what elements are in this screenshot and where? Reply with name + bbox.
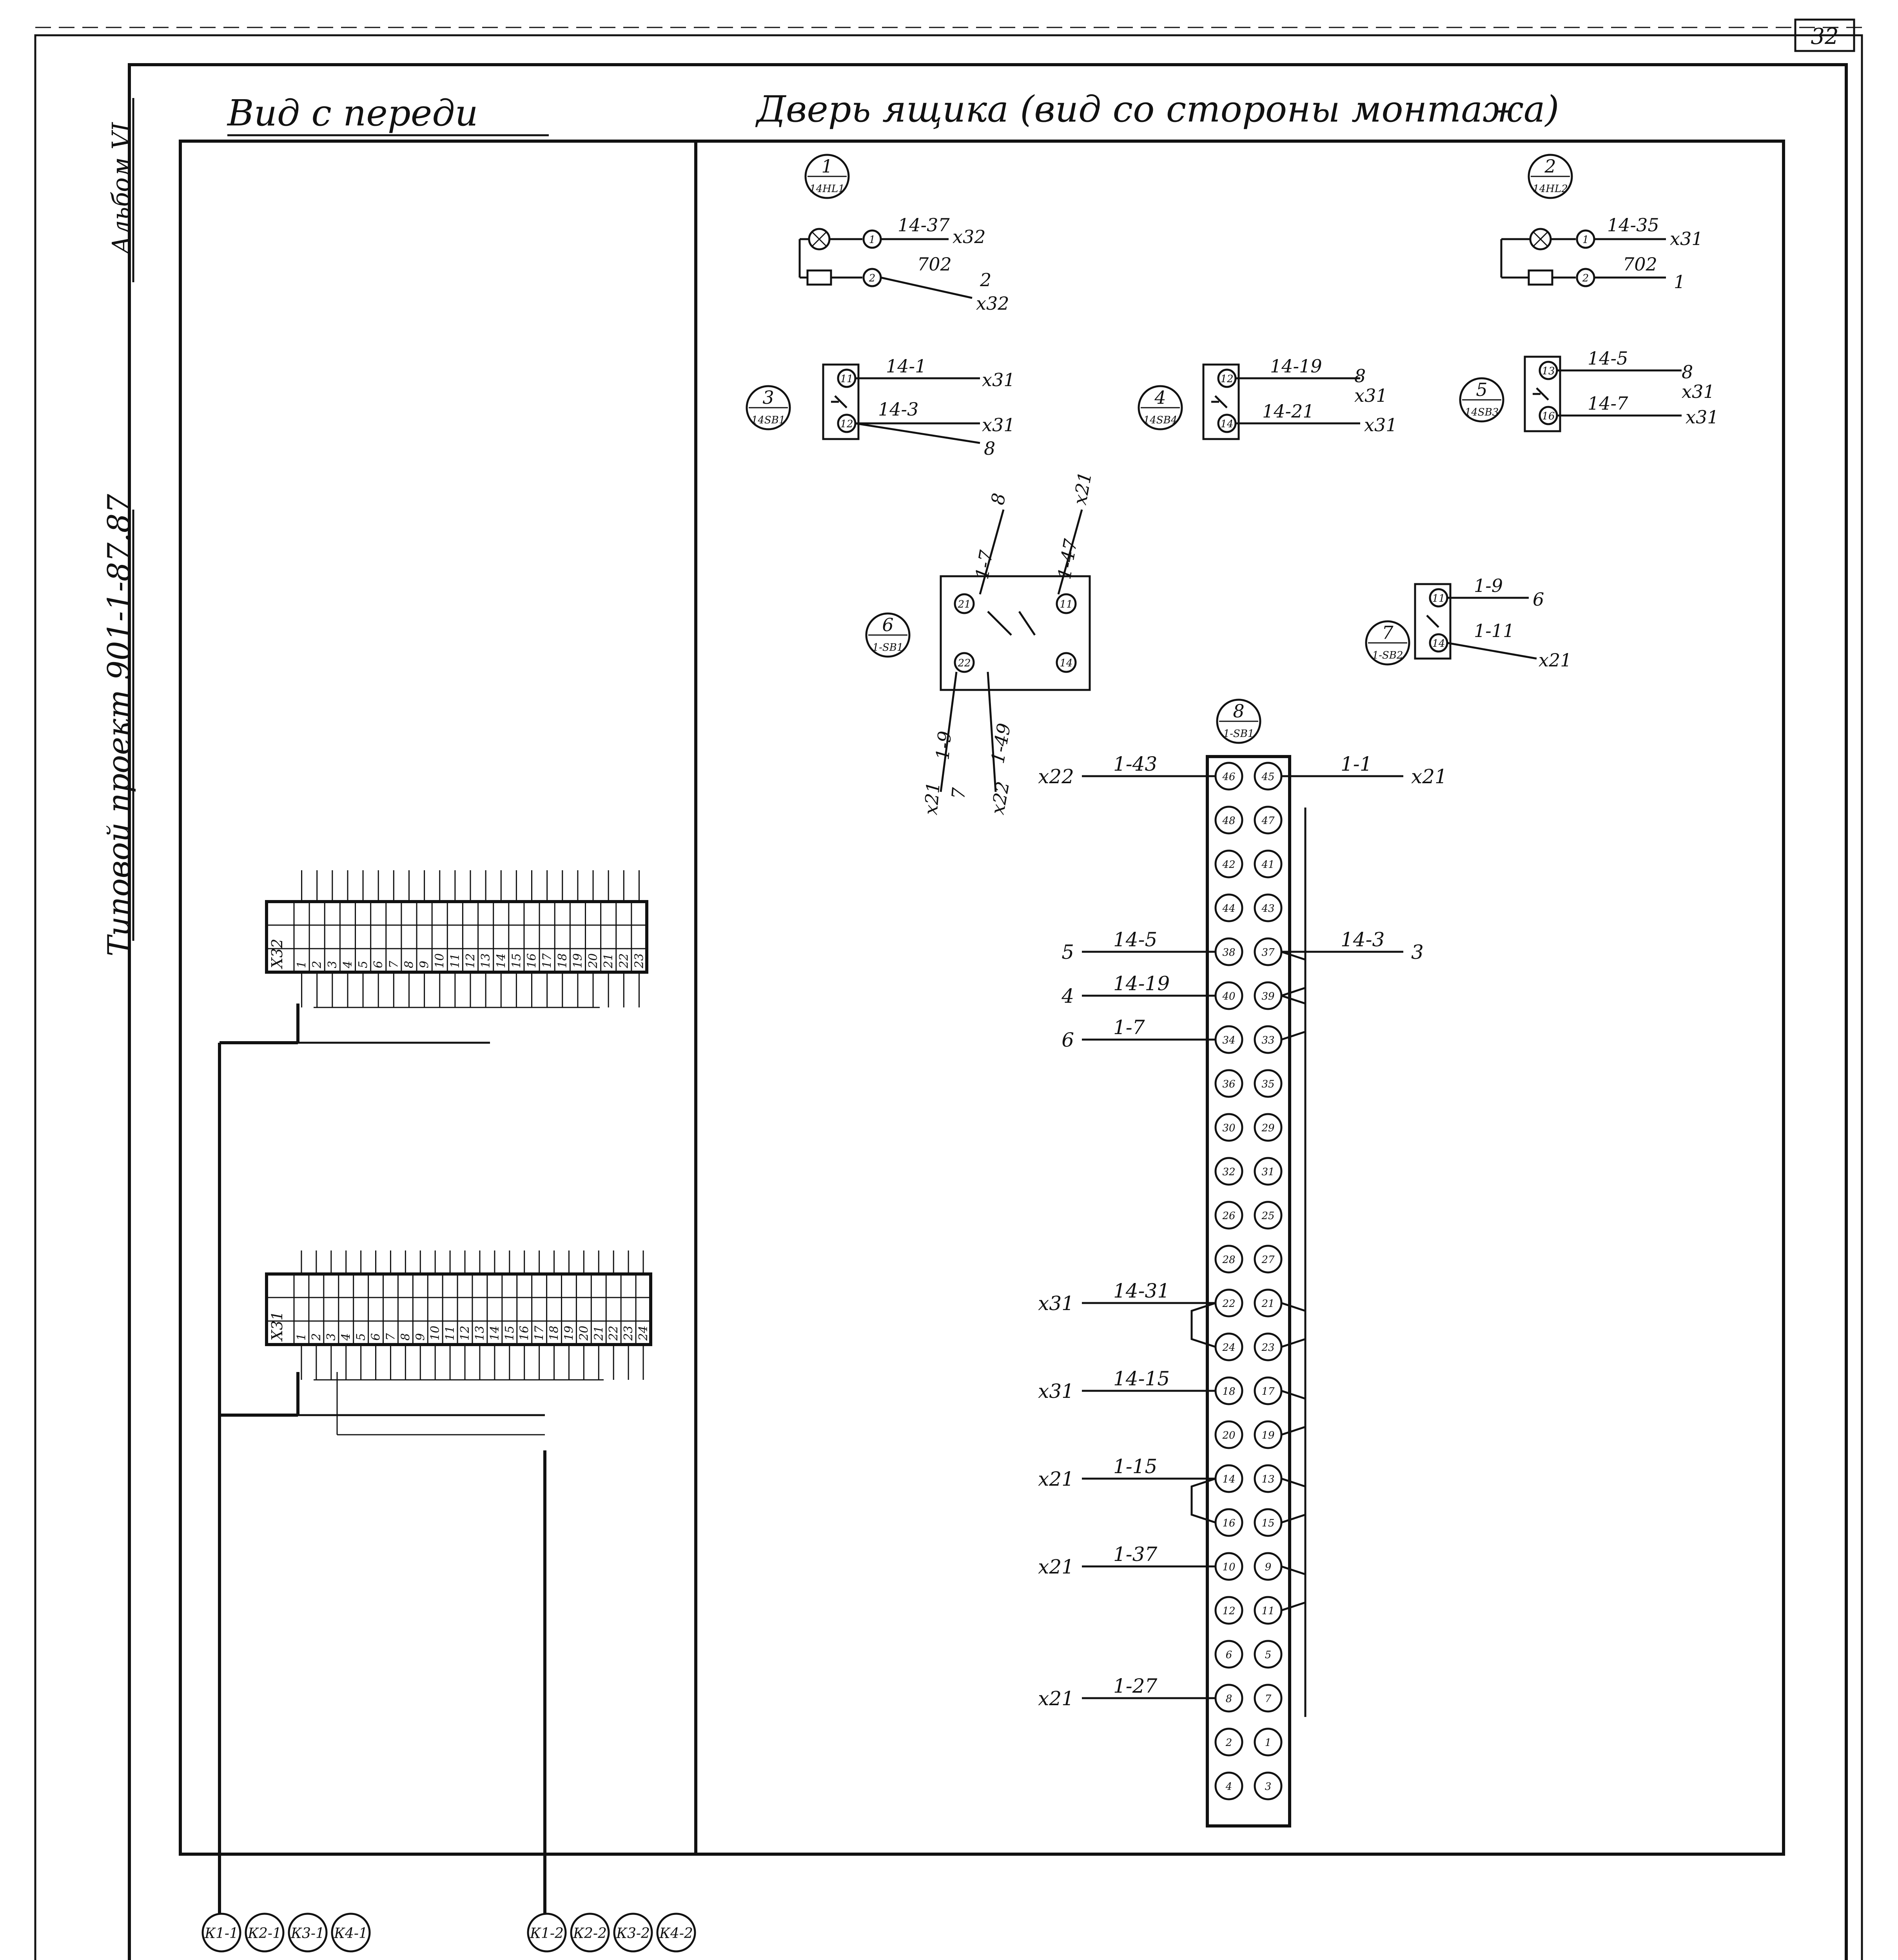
connector-8-pin-25-label: 25: [1261, 1210, 1275, 1222]
connector-8-pin-23-label: 23: [1261, 1342, 1275, 1354]
terminal-blocks: [267, 870, 651, 1380]
terminal-block-x31-cell-11: 12: [458, 1325, 472, 1341]
terminal-block-x31-cell-9: 10: [428, 1325, 443, 1341]
device-1-terminal-1-label: 1: [869, 234, 876, 246]
connector-8-marker-id: 8: [1233, 701, 1245, 722]
connector-8-pin-40-label: 40: [1222, 991, 1236, 1002]
device-2-marker-id: 2: [1544, 156, 1556, 177]
connector-8-pin-16-label: 16: [1222, 1517, 1236, 1529]
connector-8-left-wire-5: 14-15: [1113, 1367, 1170, 1390]
connector-8-pin-15-label: 15: [1261, 1517, 1275, 1529]
connector-8-pin-34-label: 34: [1222, 1034, 1236, 1046]
connector-8-pin-4-label: 4: [1225, 1781, 1232, 1793]
connector-8-left-dest-4: x31: [1038, 1292, 1074, 1315]
connector-8-jumper-3: [1281, 1391, 1305, 1435]
device-3-terminal-2-label: 12: [840, 418, 853, 430]
device-5-marker-id: 5: [1476, 379, 1488, 400]
device-6-terminal-4-label: 14: [1060, 657, 1073, 669]
connector-8-pin-1-label: 1: [1265, 1737, 1272, 1749]
device-4-marker-id: 4: [1154, 387, 1166, 408]
connector-8-left-dest-2: 4: [1062, 985, 1074, 1007]
connector-8-right-dest-1: 3: [1411, 941, 1424, 964]
connector-8-pin-18-label: 18: [1222, 1386, 1236, 1397]
terminal-block-x31-cell-13: 14: [488, 1325, 502, 1341]
device-5-wire-1: 14-5: [1588, 348, 1628, 369]
device-6-body: [941, 576, 1090, 690]
terminal-block-x32-cell-19: 20: [586, 953, 601, 968]
device-5-terminal-2-label: 16: [1542, 410, 1555, 422]
connector-8-left-dest-6: x21: [1038, 1468, 1074, 1490]
device-6-terminal-2-label: 11: [1060, 599, 1073, 610]
terminal-block-x31-cell-0: 1: [294, 1333, 308, 1341]
cable-marker-left-0-label: К1-1: [205, 1926, 238, 1942]
device-7-dest-2: x21: [1539, 650, 1572, 671]
connector-8-left-dest-3: 6: [1062, 1029, 1074, 1051]
connector-8-pin-42-label: 42: [1222, 859, 1236, 871]
device-4-dest-2a: x31: [1364, 414, 1397, 436]
terminal-block-x32-cell-2: 3: [325, 960, 339, 968]
connector-8-pin-29-label: 29: [1261, 1122, 1275, 1134]
device-6-dest-2: x21: [1069, 470, 1096, 506]
connector-8-left-dest-5: x31: [1038, 1380, 1074, 1403]
panel-frame: [180, 141, 1784, 1854]
device-4-wire-1: 14-19: [1270, 356, 1322, 377]
device-2-wire-2: 702: [1623, 254, 1657, 275]
device-4-marker-ref: 14SB4: [1143, 414, 1178, 426]
outer-frame: [35, 35, 1862, 1960]
device-1-wire-2: 702: [917, 254, 952, 275]
connector-8-pin-13-label: 13: [1261, 1474, 1275, 1485]
connector-8-pin-14-label: 14: [1222, 1474, 1236, 1485]
connector-8-left-wire-7: 1-37: [1113, 1543, 1158, 1566]
terminal-block-x32-cell-11: 12: [464, 953, 477, 968]
device-7: [1366, 575, 1571, 671]
device-3-dest-2b: 8: [984, 438, 996, 459]
connector-8-pin-48-label: 48: [1222, 815, 1236, 827]
device-1: [800, 155, 1009, 314]
terminal-block-x32-name: X32: [269, 938, 286, 968]
device-6-dest-4: x22: [987, 780, 1014, 816]
connector-8-pin-24-label: 24: [1222, 1342, 1236, 1354]
connector-8-pin-41-label: 41: [1261, 859, 1275, 871]
connector-8-pin-11-label: 11: [1261, 1605, 1275, 1617]
connector-8-left-wire-3: 1-7: [1113, 1016, 1145, 1039]
connector-8-left-dest-1: 5: [1062, 941, 1074, 964]
device-4-wire-2: 14-21: [1262, 401, 1314, 422]
terminal-block-x31-cell-3: 4: [339, 1333, 353, 1341]
cable-markers-right: [528, 1914, 695, 1951]
connector-8-pin-8-label: 8: [1225, 1693, 1232, 1705]
device-2-dest-1: x31: [1670, 228, 1703, 249]
device-7-contact-icon: [1427, 615, 1439, 627]
device-4-dest-1a: 8: [1354, 365, 1366, 387]
device-3-wire-1: 14-1: [886, 356, 927, 377]
device-3-terminal-1-label: 11: [840, 373, 853, 385]
terminal-block-x31-cell-23: 24: [637, 1325, 651, 1341]
terminal-block-x32-cell-10: 11: [448, 953, 462, 968]
connector-8-pin-10-label: 10: [1222, 1561, 1236, 1573]
connector-8-pin-19-label: 19: [1261, 1430, 1275, 1441]
terminal-block-x32-cell-18: 19: [571, 953, 585, 968]
connector-8-pin-20-label: 20: [1222, 1430, 1236, 1441]
device-7-wire-2: 1-11: [1474, 620, 1515, 641]
door-heading: Дверь ящика (вид со стороны монтажа): [757, 88, 1559, 130]
cable-marker-left-2-label: К3-1: [291, 1926, 325, 1942]
terminal-block-x32-cell-9: 10: [433, 953, 447, 968]
terminal-block-x31-cell-4: 5: [354, 1333, 368, 1341]
device-5: [1460, 348, 1718, 431]
connector-8-jumper-0: [1281, 952, 1305, 996]
connector-8-left-jumper-0: [1192, 1303, 1216, 1347]
connector-8-left-dest-7: x21: [1038, 1555, 1074, 1578]
device-3-marker-id: 3: [762, 387, 774, 408]
connector-8-pin-27-label: 27: [1261, 1254, 1275, 1266]
connector-8-pin-46-label: 46: [1222, 771, 1236, 783]
terminal-block-x32-cell-8: 9: [417, 960, 432, 968]
terminal-block-x32-cell-6: 7: [387, 960, 401, 968]
device-7-terminal-2-label: 14: [1432, 638, 1445, 650]
terminal-block-x31-cell-10: 11: [443, 1325, 457, 1341]
device-6-dest-3b: 7: [947, 787, 970, 800]
terminal-block-x31-cell-18: 19: [562, 1325, 576, 1341]
device-3-dest-2a: x31: [982, 414, 1015, 436]
terminal-block-x31-cell-8: 9: [414, 1333, 428, 1341]
terminal-block-x31-cell-5: 6: [369, 1333, 383, 1341]
device-1-dest-2a: 2: [980, 269, 992, 290]
device-6-dest-3a: x21: [920, 781, 944, 816]
connector-8-pin-32-label: 32: [1222, 1166, 1236, 1178]
connector-8-marker-ref: 1-SB1: [1223, 728, 1254, 740]
terminal-block-x32-cell-22: 23: [632, 953, 646, 968]
connector-8-left-wire-2: 14-19: [1113, 972, 1170, 995]
connector-8-left-dest-0: x22: [1038, 765, 1074, 788]
connector-8-pin-31-label: 31: [1261, 1166, 1275, 1178]
device-5-terminal-1-label: 13: [1542, 365, 1555, 377]
terminal-block-x32-cell-16: 17: [540, 953, 554, 968]
device-2: [1501, 155, 1703, 292]
device-3: [747, 356, 1015, 459]
connector-8-left-wire-8: 1-27: [1113, 1675, 1158, 1697]
cable-marker-right-0-label: К1-2: [530, 1926, 564, 1942]
connector-8-pin-5-label: 5: [1265, 1649, 1272, 1661]
device-5-wire-2: 14-7: [1588, 393, 1628, 414]
connector-8-pin-33-label: 33: [1261, 1034, 1275, 1046]
device-1-dest-1: x32: [953, 226, 986, 247]
terminal-block-x31: [267, 1250, 651, 1380]
cable-marker-left-1-label: К2-1: [248, 1926, 281, 1942]
terminal-block-x31-cell-1: 2: [309, 1333, 323, 1341]
terminal-block-x32-cell-5: 6: [372, 960, 386, 968]
device-5-dest-2a: x31: [1686, 407, 1719, 428]
cable-marker-left-3-label: К4-1: [334, 1926, 368, 1942]
cable-markers-left: [203, 1914, 370, 1951]
connector-8-pin-3-label: 3: [1265, 1781, 1272, 1793]
terminal-block-x31-cell-12: 13: [473, 1325, 487, 1341]
device-4-terminal-1-label: 12: [1220, 373, 1234, 385]
connector-8-pin-43-label: 43: [1261, 903, 1275, 915]
device-6-marker-id: 6: [882, 614, 894, 635]
connector-8: [1038, 700, 1447, 1826]
terminal-block-x32: [267, 870, 647, 1007]
device-7-dest-1: 6: [1533, 589, 1544, 610]
device-4-terminal-2-label: 14: [1220, 418, 1234, 430]
device-1-terminal-2-label: 2: [869, 272, 876, 284]
device-6-wire-3: 1-9: [932, 730, 956, 761]
connector-8-left-wire-0: 1-43: [1113, 753, 1158, 775]
device-6-wire-2: 1-47: [1053, 537, 1081, 581]
connector-8-left-jumper-1: [1192, 1479, 1216, 1523]
device-6: [866, 470, 1096, 816]
device-1-dest-2b: x32: [976, 293, 1009, 314]
connector-8-pin-9-label: 9: [1265, 1561, 1272, 1573]
album-label: Альбом VI: [107, 122, 135, 254]
connector-8-jumper-4: [1281, 1479, 1305, 1523]
terminal-block-x31-cell-7: 8: [399, 1333, 413, 1341]
device-5-dest-1: x31: [1682, 381, 1715, 402]
device-6-terminal-3-label: 22: [958, 657, 971, 669]
terminal-block-x31-cell-22: 23: [622, 1325, 636, 1341]
device-3-wire-2: 14-3: [878, 399, 919, 420]
connector-8-right-wire-0: 1-1: [1341, 753, 1372, 775]
device-1-resistor-icon: [807, 270, 831, 285]
terminal-block-x31-cell-6: 7: [384, 1333, 398, 1341]
cable-marker-right-2-label: К3-2: [616, 1926, 650, 1942]
connector-8-pin-17-label: 17: [1261, 1386, 1275, 1397]
terminal-block-x31-cell-20: 21: [592, 1325, 606, 1341]
connector-8-jumper-5: [1281, 1566, 1305, 1610]
sheet-number: 32: [1811, 24, 1839, 49]
connector-8-pin-37-label: 37: [1261, 947, 1275, 958]
device-2-terminal-1-label: 1: [1582, 234, 1589, 246]
connector-8-pin-39-label: 39: [1261, 991, 1275, 1002]
device-5-marker-ref: 14SB3: [1464, 407, 1499, 418]
terminal-block-x32-cell-20: 21: [602, 953, 616, 968]
device-3-dest-1: x31: [982, 369, 1015, 390]
terminal-block-x32-cell-17: 18: [555, 953, 570, 968]
device-6-wire-1: 1-7: [971, 548, 997, 581]
connector-8-pin-12-label: 12: [1222, 1605, 1236, 1617]
connector-8-pin-28-label: 28: [1222, 1254, 1236, 1266]
connector-8-pin-47-label: 47: [1261, 815, 1275, 827]
connector-8-pin-26-label: 26: [1222, 1210, 1236, 1222]
device-4: [1139, 356, 1397, 439]
device-1-marker-ref: 14HL1: [809, 183, 845, 195]
device-2-dest-2a: 1: [1674, 271, 1686, 292]
connector-8-left-wire-4: 14-31: [1113, 1279, 1170, 1302]
device-1-wire-1: 14-37: [898, 214, 950, 236]
terminal-block-x31-cell-15: 16: [517, 1325, 532, 1341]
terminal-block-x32-cell-1: 2: [310, 960, 324, 968]
terminal-block-x31-cell-19: 20: [577, 1325, 591, 1341]
connector-8-jumper-2: [1281, 1303, 1305, 1347]
device-7-marker-id: 7: [1382, 622, 1394, 643]
connector-8-pin-36-label: 36: [1222, 1078, 1236, 1090]
device-6-dest-1: 8: [987, 491, 1010, 506]
connector-8-pin-44-label: 44: [1222, 903, 1236, 915]
terminal-block-x32-cell-7: 8: [402, 960, 416, 968]
connector-8-pin-35-label: 35: [1261, 1078, 1275, 1090]
terminal-block-x32-cell-4: 5: [356, 960, 370, 968]
cable-marker-right-1-label: К2-2: [573, 1926, 607, 1942]
connector-8-pin-22-label: 22: [1222, 1298, 1236, 1310]
terminal-block-x32-cell-21: 22: [617, 953, 631, 968]
device-6-terminal-1-label: 21: [958, 599, 971, 610]
connector-8-pin-7-label: 7: [1265, 1693, 1272, 1705]
terminal-block-x32-cell-13: 14: [494, 953, 508, 968]
terminal-block-x31-cell-21: 22: [607, 1325, 621, 1341]
connector-8-left-wire-1: 14-5: [1113, 928, 1158, 951]
device-7-marker-ref: 1-SB2: [1372, 650, 1403, 661]
device-6-wire-4: 1-49: [987, 721, 1015, 765]
terminal-block-x32-cell-0: 1: [295, 960, 309, 968]
terminal-block-x32-cell-15: 16: [525, 953, 539, 968]
terminal-block-x31-cell-2: 3: [324, 1333, 338, 1341]
connector-8-right-wire-1: 14-3: [1341, 928, 1385, 951]
connector-8-jumper-1: [1281, 996, 1305, 1040]
terminal-block-x31-cell-14: 15: [503, 1325, 517, 1341]
connector-8-pin-21-label: 21: [1261, 1298, 1275, 1310]
device-3-marker-ref: 14SB1: [751, 414, 786, 426]
device-6-contact-icon: [988, 612, 1011, 635]
terminal-block-x32-cell-3: 4: [341, 960, 355, 968]
device-7-terminal-1-label: 11: [1432, 593, 1445, 604]
terminal-block-x31-name: X31: [269, 1311, 286, 1341]
connector-8-pin-6-label: 6: [1225, 1649, 1232, 1661]
connector-8-left-dest-8: x21: [1038, 1687, 1074, 1710]
device-7-wire-1: 1-9: [1474, 575, 1503, 596]
device-2-marker-ref: 14HL2: [1533, 183, 1568, 195]
device-2-resistor-icon: [1529, 270, 1552, 285]
cable-lines: [220, 1004, 545, 1933]
terminal-block-x31-cell-17: 18: [547, 1325, 561, 1341]
connector-8-right-dest-0: x21: [1411, 765, 1447, 788]
connector-8-left-wire-6: 1-15: [1113, 1455, 1158, 1478]
connector-8-pin-45-label: 45: [1261, 771, 1275, 783]
device-5-dest-1a: 8: [1682, 361, 1693, 383]
terminal-block-x31-cell-16: 17: [532, 1325, 546, 1341]
connector-8-pin-38-label: 38: [1222, 947, 1236, 958]
terminal-block-x32-cell-12: 13: [479, 953, 493, 968]
device-2-terminal-2-label: 2: [1582, 272, 1589, 284]
view-front-heading: Вид с переди: [227, 92, 478, 134]
connector-8-pin-2-label: 2: [1225, 1737, 1232, 1749]
device-6-marker-ref: 1-SB1: [872, 642, 904, 653]
device-2-wire-1: 14-35: [1607, 214, 1659, 236]
device-1-marker-id: 1: [821, 156, 833, 177]
device-4-dest-1: x31: [1354, 385, 1388, 406]
project-side-label: Типовой проект 901-1-87.87: [102, 494, 137, 956]
cable-marker-right-3-label: К4-2: [659, 1926, 693, 1942]
terminal-block-x32-cell-14: 15: [510, 953, 524, 968]
connector-8-pin-30-label: 30: [1222, 1122, 1236, 1134]
